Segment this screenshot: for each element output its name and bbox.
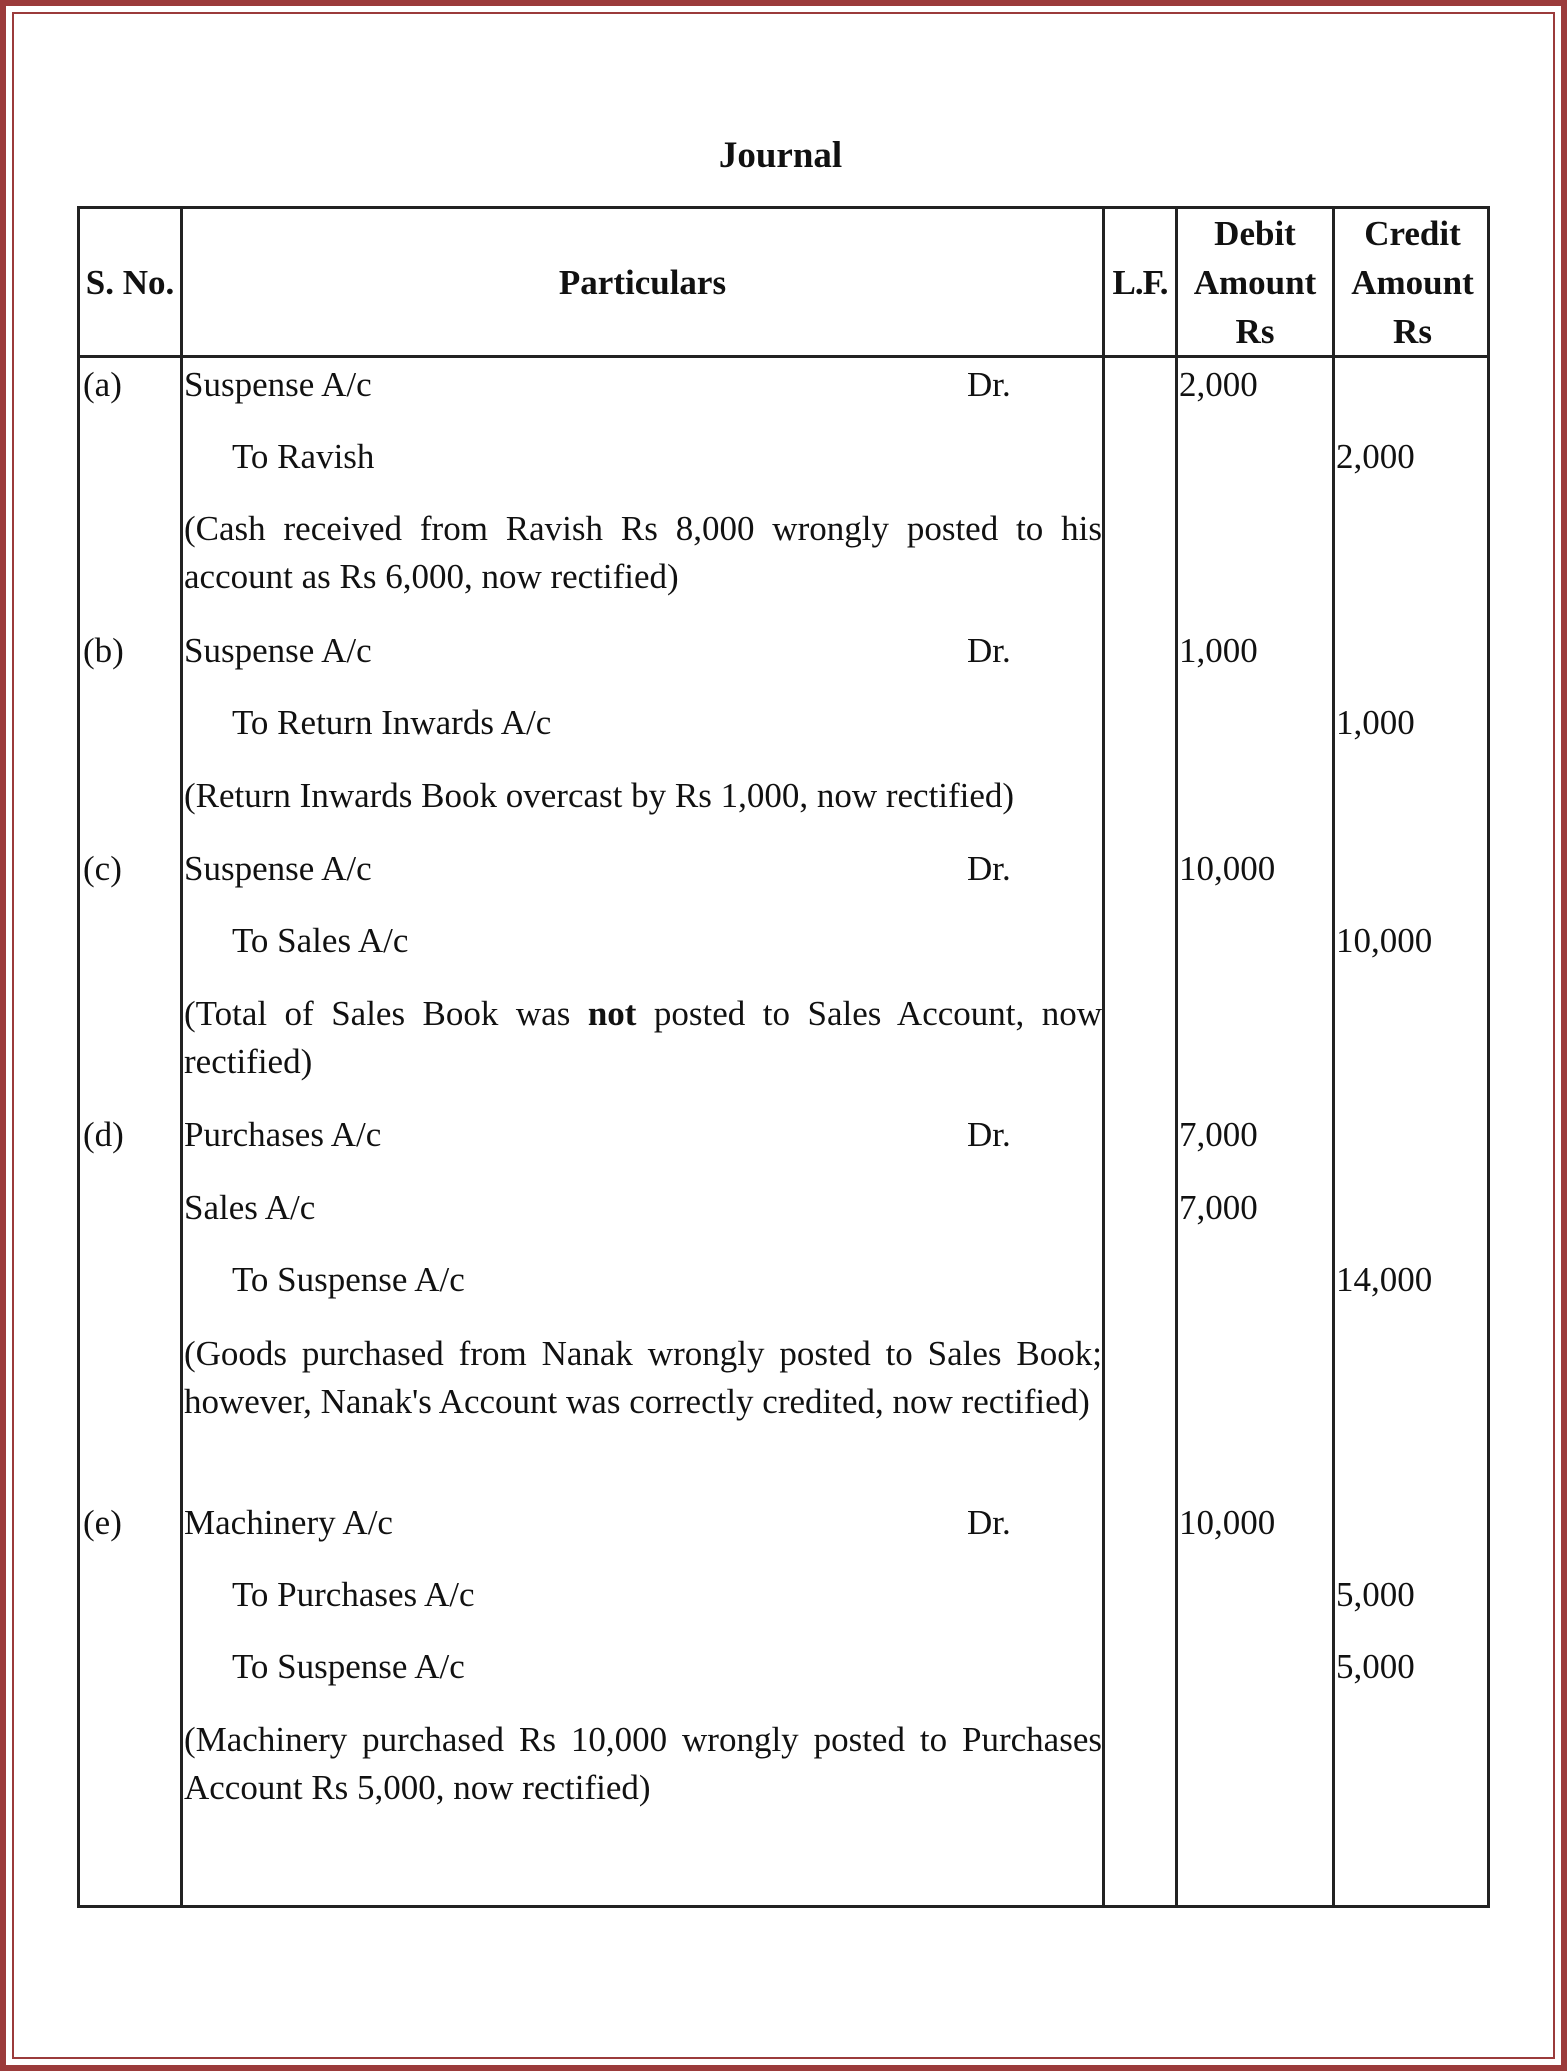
debit-amount: 10,000	[1179, 849, 1276, 888]
entry-narration: (Cash received from Ravish Rs 8,000 wrongly posted to his account as Rs 6,000, now rectified)	[184, 509, 1102, 596]
header-debit-line: Debit	[1214, 214, 1296, 253]
entry-credit-account: To Ravish	[232, 437, 375, 476]
header-debit-line: Amount	[1193, 263, 1317, 302]
header-debit-line: Rs	[1235, 312, 1275, 351]
narration-text: posted to Sales Account, now rectified)	[184, 994, 1102, 1081]
entry-credit-account: To Suspense A/c	[232, 1647, 465, 1686]
entry-credit-account: To Suspense A/c	[232, 1260, 465, 1299]
dr-marker: Dr.	[967, 1115, 1011, 1154]
entry-sno: (d)	[83, 1115, 124, 1154]
entry-debit-account: Suspense A/c	[184, 849, 372, 888]
entry-narration: (Return Inwards Book overcast by Rs 1,000, now rectified)	[184, 776, 1015, 815]
credit-amount: 1,000	[1336, 703, 1415, 742]
dr-marker: Dr.	[967, 631, 1011, 670]
dr-marker: Dr.	[967, 849, 1011, 888]
entry-debit-account: Suspense A/c	[184, 631, 372, 670]
column-rule	[1332, 209, 1335, 1905]
header-debit	[1178, 209, 1332, 356]
dr-marker: Dr.	[967, 1503, 1011, 1542]
entry-narration: (Machinery purchased Rs 10,000 wrongly posted to Purchases Account Rs 5,000, now rectified)	[184, 1720, 1102, 1807]
credit-amount: 5,000	[1336, 1575, 1415, 1614]
dr-marker: Dr.	[967, 365, 1011, 404]
header-credit	[1335, 209, 1490, 356]
entry-debit-account: Suspense A/c	[184, 365, 372, 404]
entry-debit-account: Purchases A/c	[184, 1115, 382, 1154]
entry-debit-account: Machinery A/c	[184, 1503, 393, 1542]
narration-emphasis: not	[587, 994, 637, 1033]
credit-amount: 2,000	[1336, 437, 1415, 476]
debit-amount: 10,000	[1179, 1503, 1276, 1542]
entry-credit-account: To Return Inwards A/c	[232, 703, 552, 742]
journal-table	[77, 206, 1490, 1908]
column-rule	[180, 209, 183, 1905]
entry-sno: (b)	[83, 631, 124, 670]
column-rule	[1102, 209, 1105, 1905]
header-lf: L.F.	[1112, 263, 1168, 302]
entry-credit-account: To Sales A/c	[232, 921, 409, 960]
header-sno: S. No.	[85, 263, 175, 302]
entry-sno: (a)	[83, 365, 122, 404]
credit-amount: 10,000	[1336, 921, 1433, 960]
header-credit-line: Rs	[1393, 312, 1432, 351]
entry-sno: (c)	[83, 849, 122, 888]
credit-amount: 14,000	[1336, 1260, 1433, 1299]
credit-amount: 5,000	[1336, 1647, 1415, 1686]
header-particulars: Particulars	[558, 263, 727, 302]
column-rule	[1175, 209, 1178, 1905]
entry-narration: (Goods purchased from Nanak wrongly posted to Sales Book; however, Nanak's Account was correctly credited, now rectified)	[184, 1334, 1102, 1421]
debit-amount: 1,000	[1179, 631, 1258, 670]
entry-narration	[184, 990, 1102, 1086]
header-credit-line: Amount	[1351, 263, 1474, 302]
journal-title: Journal	[718, 135, 843, 176]
narration-text: (Total of Sales Book was	[184, 994, 588, 1033]
entry-sno: (e)	[83, 1503, 122, 1542]
debit-amount: 2,000	[1179, 365, 1258, 404]
entry-debit-account: Sales A/c	[184, 1188, 316, 1227]
header-credit-line: Credit	[1364, 214, 1461, 253]
debit-amount: 7,000	[1179, 1115, 1258, 1154]
debit-amount: 7,000	[1179, 1188, 1258, 1227]
entry-credit-account: To Purchases A/c	[232, 1575, 475, 1614]
